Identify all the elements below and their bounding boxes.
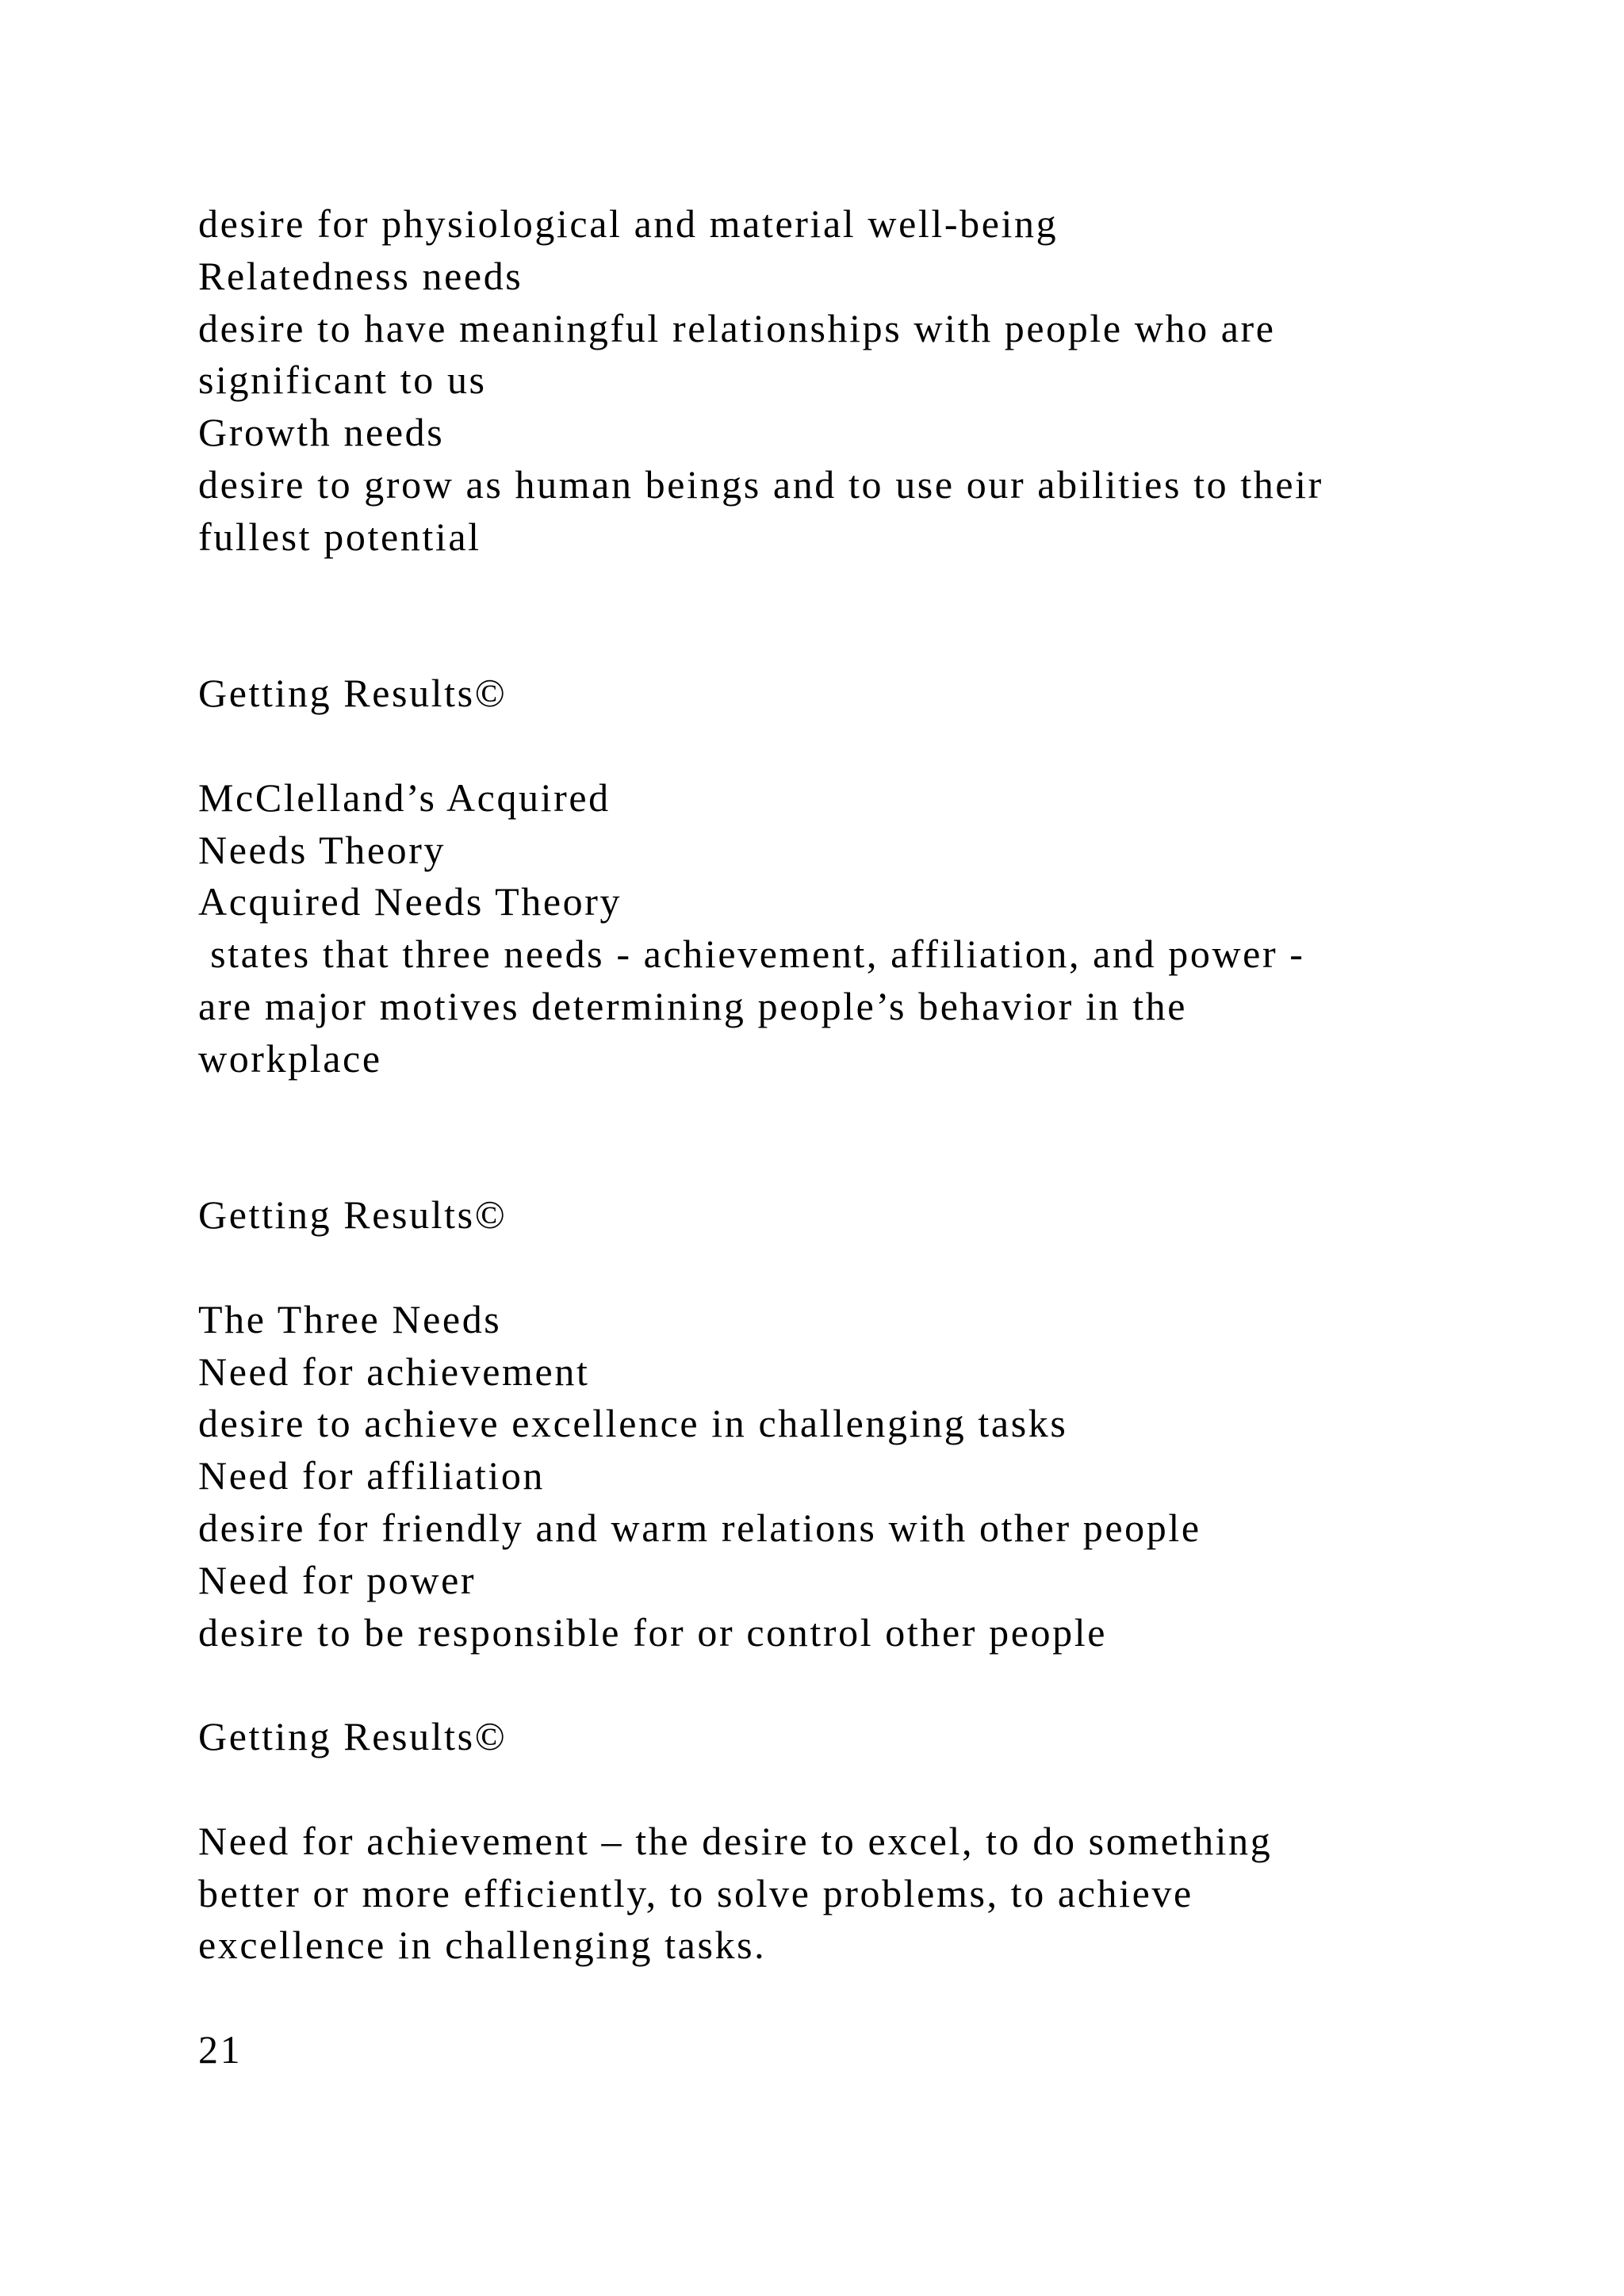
blank-line — [198, 1972, 1483, 2024]
blank-line — [198, 1659, 1483, 1711]
text-line: excellence in challenging tasks. — [198, 1923, 767, 1968]
text-line: workplace — [198, 1035, 382, 1081]
text-line: desire to grow as human beings and to use our abilities to their — [198, 461, 1323, 507]
text-line: desire to achieve excellence in challenging tasks — [198, 1401, 1068, 1446]
text-line: desire for physiological and material well-being — [198, 201, 1059, 246]
text-line: desire for friendly and warm relations with other people — [198, 1505, 1201, 1550]
page-number: 21 — [198, 2026, 243, 2072]
text-line: desire to have meaningful relationships with people who are — [198, 305, 1276, 350]
text-line: are major motives determining people’s behavior in the — [198, 983, 1188, 1028]
text-line: Acquired Needs Theory — [198, 879, 622, 924]
text-line: Growth needs — [198, 410, 445, 455]
blank-line — [198, 1137, 1483, 1189]
blank-line — [198, 1242, 1483, 1294]
text-line: Need for power — [198, 1557, 477, 1602]
text-line: Need for affiliation — [198, 1453, 546, 1498]
blank-line — [198, 1763, 1483, 1816]
section-label: Getting Results© — [198, 1192, 508, 1238]
blank-line — [198, 1085, 1483, 1138]
blank-line — [198, 564, 1483, 616]
text-line: Need for achievement – the desire to excel, to do something — [198, 1818, 1273, 1863]
blank-line — [198, 615, 1483, 668]
blank-line — [198, 720, 1483, 772]
text-line: better or more efficiently, to solve problems, to achieve — [198, 1870, 1193, 1915]
text-line: significant to us — [198, 358, 487, 403]
text-line: desire to be responsible for or control other people — [198, 1609, 1107, 1655]
document-text — [198, 198, 1483, 2076]
text-line: Need for achievement — [198, 1349, 590, 1394]
text-line: fullest potential — [198, 514, 481, 559]
section-title: Needs Theory — [198, 827, 446, 872]
text-line: Relatedness needs — [198, 253, 523, 298]
section-title: McClelland’s Acquired — [198, 775, 611, 820]
section-title: The Three Needs — [198, 1296, 502, 1341]
section-label: Getting Results© — [198, 1714, 508, 1759]
text-line: states that three needs - achievement, affiliation, and power - — [198, 932, 1305, 977]
section-label: Getting Results© — [198, 671, 508, 716]
